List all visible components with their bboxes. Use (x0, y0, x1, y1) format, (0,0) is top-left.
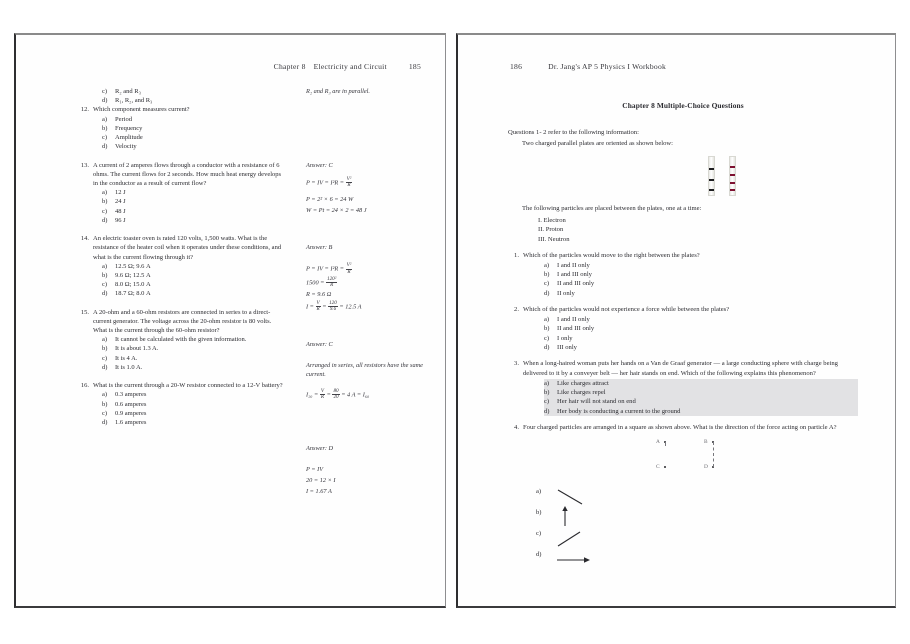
option-text: 18.7 Ω; 8.0 A (115, 290, 151, 298)
equation-q16-2: 20 = 12 × I (306, 476, 336, 484)
list-item[interactable] (544, 289, 858, 298)
equation-operator: = (322, 303, 327, 311)
right-content-column (508, 87, 858, 571)
equation-lhs: I₂₀ = (306, 391, 319, 399)
option-letter: b) (544, 325, 550, 333)
option-text: 9.6 Ω; 12.5 A (115, 271, 151, 279)
list-item[interactable] (544, 407, 858, 416)
option-text: I only (557, 334, 573, 342)
equation-q15-1 (306, 389, 441, 401)
equation-q13-2: P = 2² × 6 = 24 W (306, 195, 354, 203)
equation-q16-3: I = 1.67 A (306, 487, 332, 495)
option-letter: b) (102, 124, 108, 132)
list-item: I. Electron (538, 217, 566, 225)
equation-lhs: P = IV = I²R = (306, 265, 345, 273)
running-head-chapter: Chapter 8 (273, 62, 306, 71)
section-title: Chapter 8 Multiple-Choice Questions (622, 101, 744, 110)
fraction-denominator: 20 (333, 394, 339, 401)
list-item[interactable] (544, 388, 858, 397)
list-item[interactable] (536, 508, 858, 529)
option-letter: d) (102, 419, 108, 426)
list-item[interactable] (102, 115, 283, 124)
question-number: 13. (80, 161, 89, 169)
option-letter: d) (544, 343, 550, 351)
question-text: When a long-haired woman puts her hands on a Van de Graaf generator — a large conducting sphere with charge being delivered to it by a conveyer belt — her hair stands on end. Which of the following explains this phenomenon? (523, 360, 838, 377)
option-letter: c) (544, 334, 550, 342)
option-text: Her body is conducting a current to the ground (557, 407, 681, 415)
option-letter: a) (102, 115, 108, 123)
list-item[interactable] (102, 418, 283, 427)
fraction (328, 301, 338, 313)
option-text: Like charges attract (557, 379, 609, 387)
options-list (78, 188, 283, 225)
question-12 (78, 105, 283, 151)
option-letter: d) (102, 143, 108, 151)
question-3 (508, 359, 858, 416)
question-number: 2. (514, 306, 519, 314)
list-item[interactable] (102, 87, 283, 96)
option-text: III only (557, 343, 577, 351)
list-item[interactable] (544, 397, 858, 406)
option-text: R₁, R₂, and R₃ (115, 97, 153, 105)
option-text: It is about 1.3 A. (115, 345, 159, 353)
question-text: Which of the particles would move to the right between the plates? (523, 251, 700, 259)
question-number: 1. (514, 251, 519, 259)
option-letter: d) (102, 216, 108, 224)
particles-lead: The following particles are placed between the plates, one at a time: (522, 205, 702, 213)
answer-q13: Answer: C (306, 162, 333, 170)
option-letter: c) (536, 529, 542, 537)
fraction-denominator: 9.6 (329, 306, 337, 313)
stem-lead: Questions 1- 2 refer to the following information: (508, 128, 639, 136)
option-letter: c) (102, 88, 108, 95)
list-item: II. Proton (538, 226, 564, 234)
equation-q14-1 (306, 263, 441, 275)
fraction-denominator: R (320, 394, 325, 401)
list-item[interactable] (544, 343, 858, 352)
option-text: It is 1.0 A. (115, 363, 143, 371)
question-number: 4. (514, 424, 519, 432)
option-letter: b) (102, 400, 108, 408)
fraction-numerator: V (320, 387, 325, 394)
answer-q15: Answer: C (306, 341, 333, 349)
arrow-up-icon (556, 506, 590, 528)
list-item[interactable] (536, 487, 858, 508)
equation-q13-3: W = Pt = 24 × 2 = 48 J (306, 206, 367, 214)
fraction-numerator: V² (346, 175, 352, 182)
option-text: 48 J (115, 207, 126, 215)
left-question-column (78, 87, 283, 436)
fraction-denominator: R (330, 281, 334, 288)
options-list (78, 335, 283, 372)
question-1 (508, 251, 858, 298)
left-answer-column (306, 87, 441, 497)
option-text: I and III only (557, 270, 592, 278)
option-text: Frequency (115, 124, 143, 132)
list-item[interactable] (536, 529, 858, 550)
list-item[interactable] (102, 280, 283, 289)
list-item[interactable] (102, 262, 283, 271)
list-item[interactable] (102, 207, 283, 216)
fraction (346, 263, 353, 275)
question-number: 12. (80, 106, 89, 114)
arrow-down-right-icon (556, 485, 590, 507)
option-letter: c) (102, 409, 108, 417)
option-text: 8.0 Ω; 15.0 A (115, 281, 151, 289)
equation-q14-3: R = 9.6 Ω (306, 290, 332, 298)
list-item[interactable] (544, 315, 858, 324)
running-head-left (274, 62, 421, 71)
list-item[interactable] (102, 390, 283, 399)
running-head-title: Electricity and Circuit (313, 62, 387, 71)
continued-options-list (78, 87, 283, 105)
question-2 (508, 305, 858, 352)
question-text: Which component measures current? (93, 106, 190, 114)
fraction-denominator: R (316, 306, 320, 313)
page-number-left: 185 (408, 62, 421, 71)
list-item[interactable] (102, 354, 283, 363)
question-number: 14. (80, 235, 89, 243)
option-letter: c) (102, 354, 108, 362)
equation-lhs: P = IV = I²R = (306, 178, 345, 186)
option-letter: d) (544, 407, 550, 415)
option-text: 12.5 Ω; 9.6 A (115, 262, 151, 270)
list-item[interactable] (102, 197, 283, 206)
fraction-numerator: 120² (327, 275, 337, 282)
equation-tail: = 4 A = I₆₀ (341, 391, 370, 399)
options-list (508, 261, 858, 298)
list-item[interactable] (102, 344, 283, 353)
stem-subtext: Two charged parallel plates are oriented as shown below: (522, 139, 674, 147)
option-letter: d) (102, 97, 108, 105)
option-text: II only (557, 289, 575, 297)
question-text: Which of the particles would not experience a force while between the plates? (523, 306, 730, 314)
option-letter: a) (102, 391, 108, 399)
fraction (332, 389, 339, 401)
running-head-right (510, 62, 688, 71)
fraction-numerator: 120 (329, 299, 337, 306)
list-item[interactable] (102, 133, 283, 142)
list-item[interactable] (544, 334, 858, 343)
question-number: 15. (80, 308, 89, 316)
list-item[interactable] (544, 279, 858, 288)
question-4 (508, 423, 858, 571)
option-text: Amplitude (115, 134, 143, 142)
question-13 (78, 161, 283, 226)
question-15 (78, 308, 283, 373)
option-letter: d) (102, 290, 108, 298)
equation-q14-2 (306, 277, 441, 289)
page-left (14, 33, 446, 608)
option-letter: d) (544, 289, 550, 297)
option-text: Period (115, 115, 132, 123)
option-letter: d) (102, 363, 108, 371)
options-list (508, 315, 858, 352)
option-text: Like charges repel (557, 389, 606, 397)
parallel-plates-figure (508, 156, 858, 198)
four-charges-square-figure (508, 437, 858, 481)
option-text: 1.6 amperes (115, 419, 147, 426)
fraction (346, 177, 353, 189)
list-item[interactable] (102, 124, 283, 133)
option-text: I and II only (557, 261, 590, 269)
question-number: 16. (80, 382, 89, 390)
particle-label-a: A (656, 438, 660, 445)
option-text: It is 4 A. (115, 354, 138, 362)
option-letter: a) (102, 336, 108, 344)
options-list (78, 115, 283, 152)
equation-operator: = (326, 391, 331, 399)
equation-tail: = 12.5 A (339, 303, 362, 311)
option-text: 96 J (115, 216, 126, 224)
option-text: 0.3 amperes (115, 391, 147, 399)
list-item[interactable] (102, 96, 283, 105)
list-item[interactable] (536, 550, 858, 571)
option-letter: a) (102, 189, 108, 197)
options-list (78, 262, 283, 299)
option-letter: b) (102, 271, 108, 279)
list-item[interactable] (102, 400, 283, 409)
list-item[interactable] (102, 188, 283, 197)
equation-q14-4 (306, 301, 441, 313)
question-text: A current of 2 amperes flows through a conductor with a resistance of 6 ohms. The current flows for 2 seconds. How much heat energy develops in the conductor as a result of current flow? (93, 161, 282, 187)
note-q11-explanation: R₂ and R₃ are in parallel. (306, 88, 370, 95)
answer-q14: Answer: B (306, 243, 333, 251)
option-text: II and III only (557, 280, 595, 288)
list-item[interactable] (102, 363, 283, 372)
list-item[interactable] (544, 324, 858, 333)
option-text: Velocity (115, 143, 137, 151)
fraction-denominator: R (347, 268, 351, 275)
answer-q16: Answer: D (306, 445, 334, 453)
particles-list (538, 216, 858, 244)
negative-plate (708, 156, 715, 196)
fraction-numerator: 80 (333, 387, 339, 394)
option-text: It cannot be calculated with the given information. (115, 336, 247, 344)
option-letter: c) (102, 281, 108, 289)
page-number-right: 186 (510, 62, 523, 71)
option-text: 12 J (115, 189, 126, 197)
particle-label-d: D (704, 463, 708, 470)
fraction-denominator: R (347, 181, 351, 188)
question-text: Four charged particles are arranged in a square as shown above. What is the direction of the force acting on particle A? (523, 424, 837, 432)
note-q15-explanation: Arranged in series, all resistors have the same current. (306, 361, 423, 378)
particle-label-c: C (656, 463, 660, 470)
list-item: III. Neutron (538, 235, 570, 243)
fraction-numerator: V² (346, 262, 352, 269)
option-text: II and III only (557, 325, 595, 333)
question-14 (78, 234, 283, 299)
option-letter: a) (544, 379, 550, 387)
fraction (320, 389, 325, 401)
fraction (316, 301, 321, 313)
option-text: Her hair will not stand on end (557, 398, 636, 406)
option-text: I and II only (557, 315, 590, 323)
option-letter: b) (536, 508, 542, 516)
list-item[interactable] (544, 270, 858, 279)
option-text: R₂ and R₃ (115, 88, 141, 95)
option-letter: b) (102, 198, 108, 206)
list-item[interactable] (102, 142, 283, 151)
option-letter: c) (544, 398, 550, 406)
question-number: 3. (514, 360, 519, 368)
equation-lhs: 1500 = (306, 278, 325, 286)
option-letter: a) (536, 487, 542, 495)
option-letter: d) (536, 550, 542, 558)
page-right (456, 33, 896, 608)
option-letter: c) (102, 207, 108, 215)
list-item[interactable] (102, 216, 283, 225)
options-list-highlighted (508, 379, 858, 416)
equation-q13-1 (306, 177, 441, 189)
list-item[interactable] (102, 289, 283, 298)
option-letter: c) (102, 134, 108, 142)
list-item[interactable] (102, 335, 283, 344)
list-item[interactable] (102, 271, 283, 280)
arrow-right-icon (556, 548, 600, 570)
arrow-up-right-icon (556, 527, 590, 549)
option-letter: b) (544, 389, 550, 397)
option-letter: b) (102, 345, 108, 353)
question-text: What is the current through a 20-W resistor connected to a 12-V battery? (93, 382, 283, 390)
option-letter: b) (544, 270, 550, 278)
equation-q16-1: P = IV (306, 465, 324, 473)
option-text: 24 J (115, 198, 126, 206)
option-letter: a) (544, 315, 550, 323)
option-letter: c) (544, 280, 550, 288)
options-list (78, 390, 283, 427)
arrow-options-list (508, 487, 858, 571)
particle-label-b: B (704, 438, 708, 445)
list-item[interactable] (544, 261, 858, 270)
question-16 (78, 381, 283, 427)
question-text: An electric toaster oven is rated 120 volts, 1,500 watts. What is the resistance of the heater coil when it operates under these conditions, and what is the current flowing through it? (93, 235, 282, 261)
fraction (326, 277, 337, 289)
option-letter: a) (544, 261, 550, 269)
fraction-numerator: V (316, 299, 320, 306)
option-letter: a) (102, 262, 108, 270)
option-text: 0.6 amperes (115, 400, 147, 408)
list-item[interactable] (544, 379, 858, 388)
option-text: 0.9 amperes (115, 409, 147, 417)
question-text: A 20-ohm and a 60-ohm resistors are connected in series to a direct-current generator. The voltage across the 20-ohm resistor is 80 volts. What is the current through the 60-ohm resistor? (93, 308, 272, 335)
positive-plate (729, 156, 736, 196)
book-title: Dr. Jang's AP 5 Physics I Workbook (548, 62, 667, 71)
list-item[interactable] (102, 409, 283, 418)
equation-lhs: I = (306, 303, 314, 311)
